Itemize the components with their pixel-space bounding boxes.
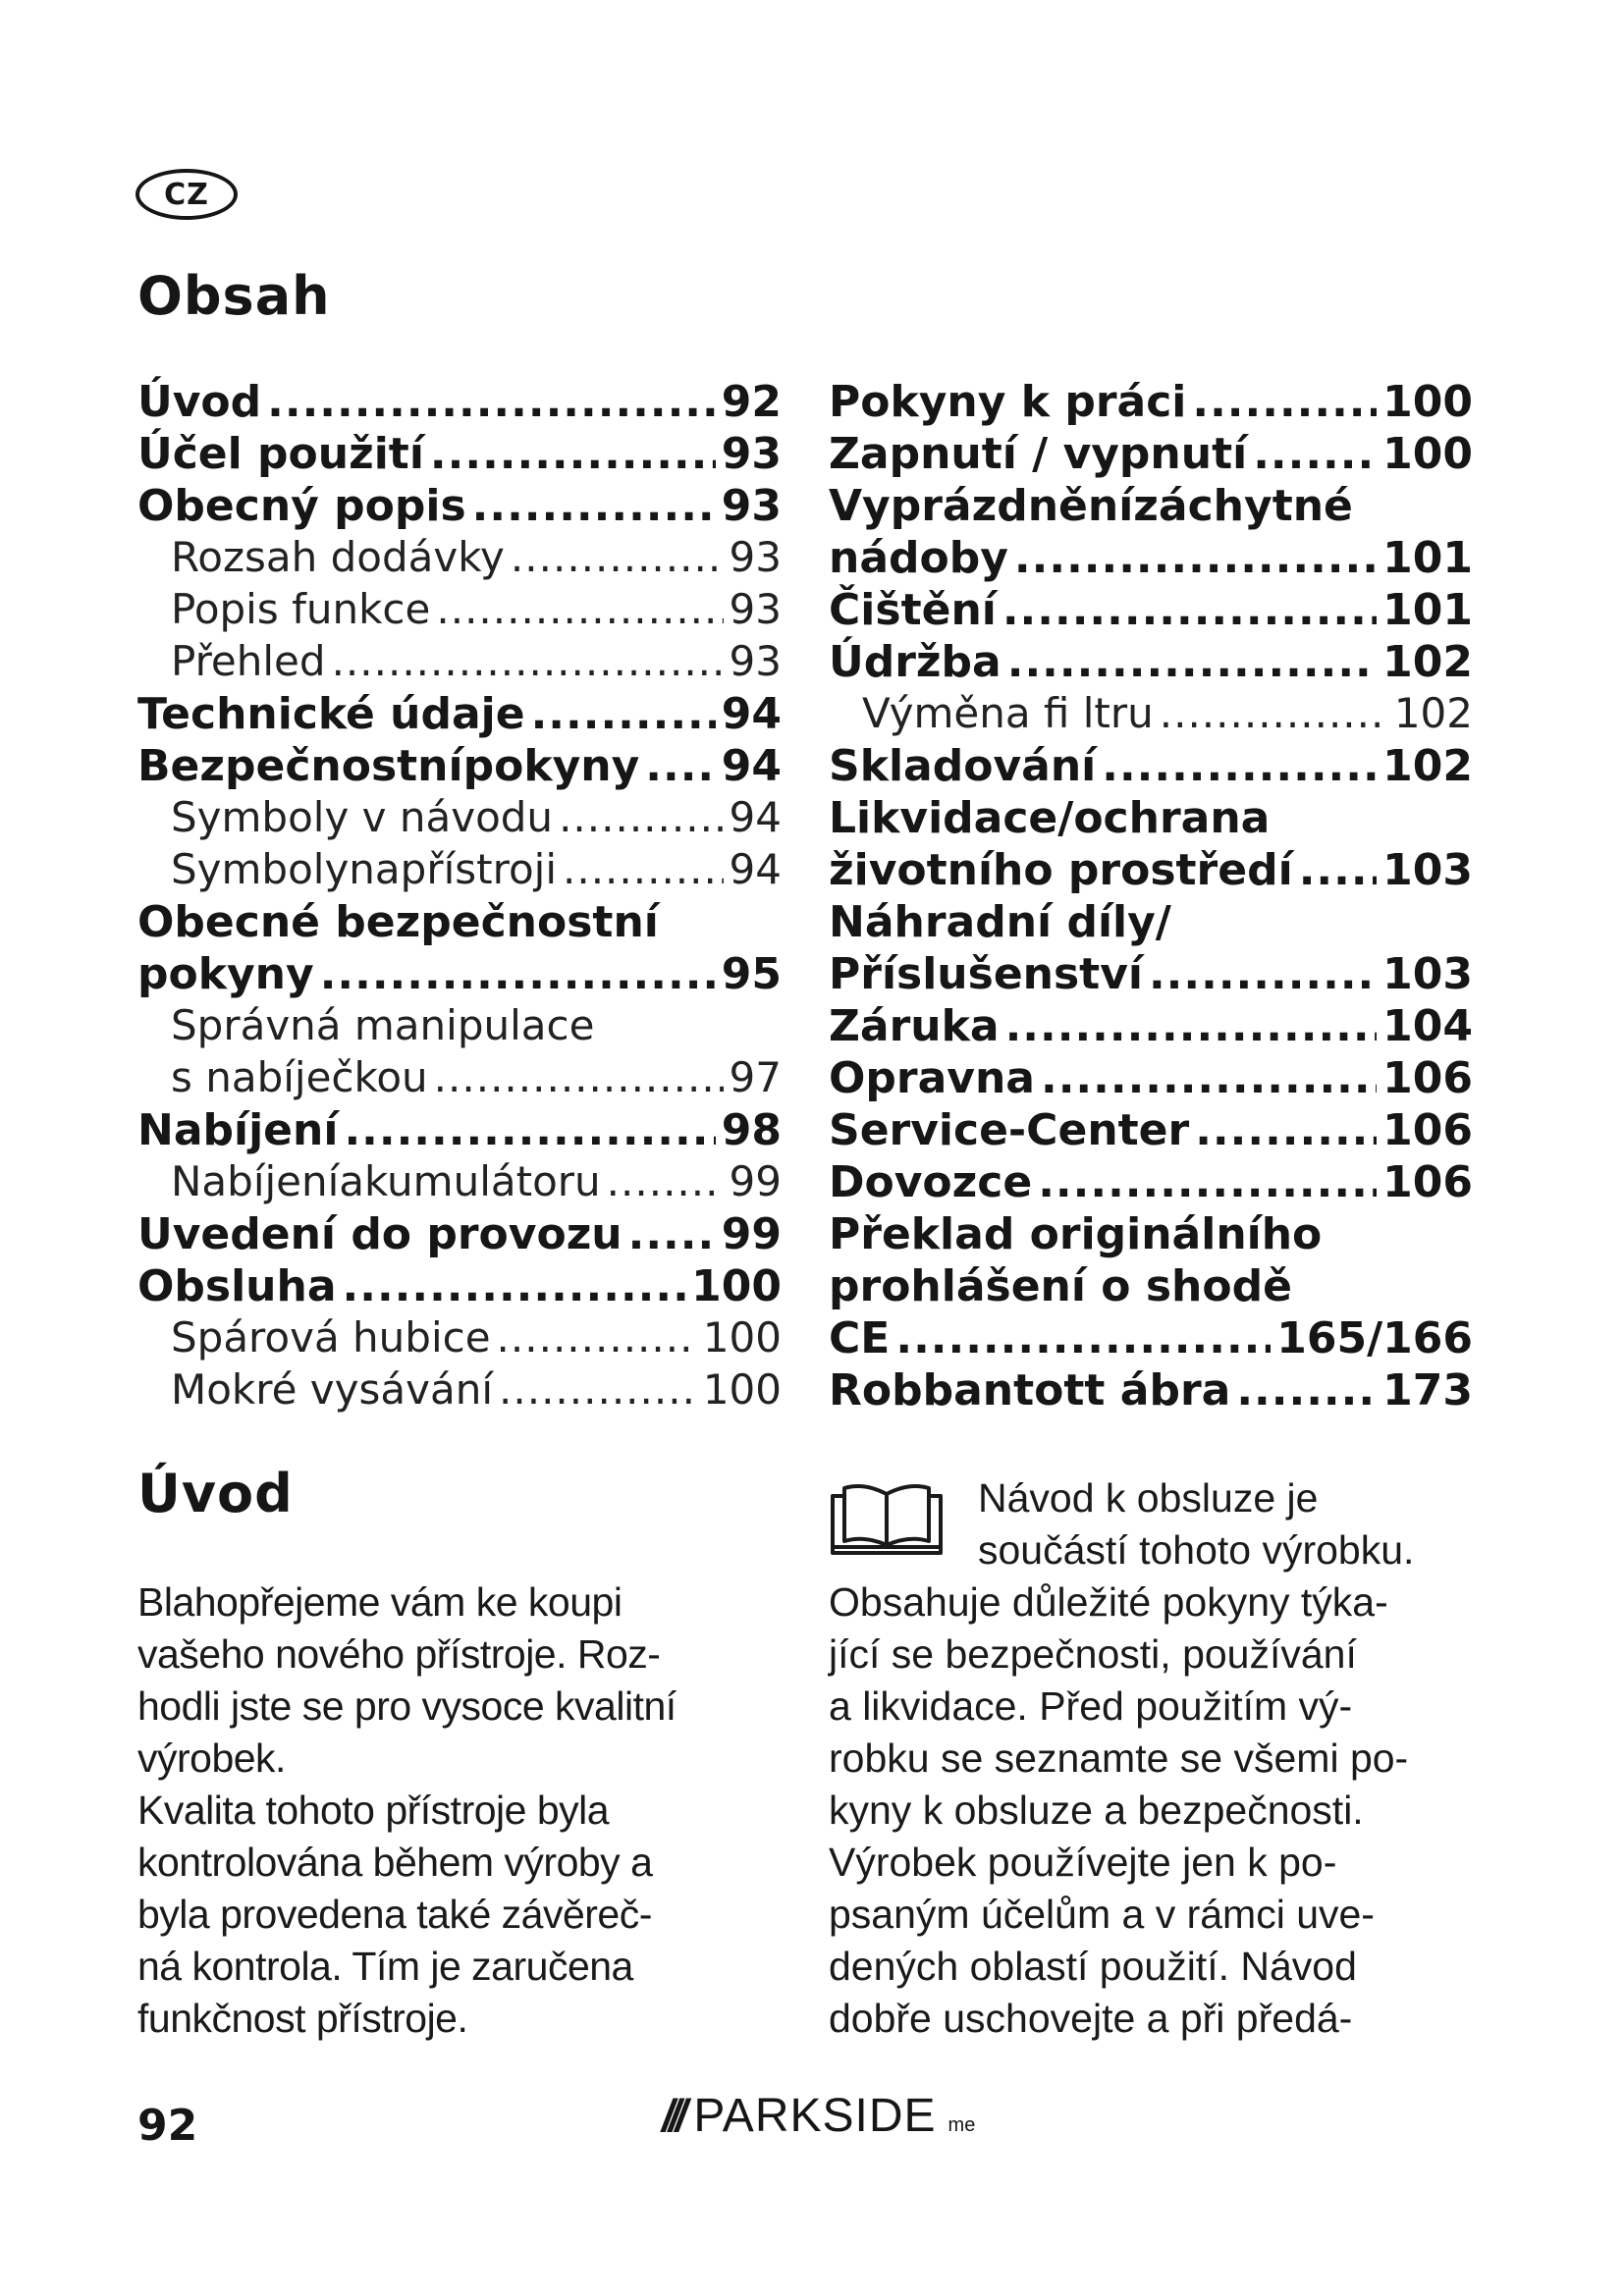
toc-leader-dots — [1014, 533, 1377, 583]
toc-entry-page: 99 — [721, 1209, 782, 1259]
toc-entry-page: 101 — [1382, 585, 1473, 635]
toc-entry — [829, 689, 1473, 741]
toc-leader-dots — [531, 689, 716, 739]
toc-entry-page: 103 — [1382, 845, 1473, 895]
toc-entry — [137, 689, 782, 741]
toc-title: Obsah — [137, 265, 331, 327]
toc-entry-page: 94 — [721, 741, 782, 791]
toc-leader-dots — [332, 637, 724, 685]
toc-leader-dots — [1192, 377, 1377, 427]
brand-slashes: /// — [662, 2090, 682, 2141]
toc-entry-label: CE — [829, 1313, 891, 1363]
toc-entry — [829, 1209, 1473, 1261]
toc-entry-label: pokyny — [137, 949, 314, 999]
toc-entry — [137, 1365, 782, 1417]
toc-entry-page: 173 — [1382, 1365, 1473, 1415]
toc-leader-dots — [434, 1053, 724, 1101]
toc-entry-label: nádoby — [829, 533, 1008, 583]
toc-entry-label: Překlad originálního — [829, 1209, 1323, 1259]
toc-entry-label: Vyprázdněnízáchytné — [829, 481, 1353, 531]
toc-entry-label: Likvidace/ochrana — [829, 793, 1271, 843]
toc-entry-label: Skladování — [829, 741, 1097, 791]
book-icon — [829, 1480, 945, 1561]
toc-entry-label: Čištění — [829, 585, 997, 635]
toc-entry — [829, 1313, 1473, 1365]
toc-entry-label: Bezpečnostnípokyny — [137, 741, 640, 791]
toc-entry — [137, 585, 782, 637]
toc-entry — [137, 533, 782, 585]
language-code: CZ — [164, 177, 209, 212]
toc-entry-page: 95 — [721, 949, 782, 999]
toc-entry-label: Nabíjení — [137, 1105, 339, 1155]
toc-entry — [137, 1001, 782, 1053]
toc-entry — [829, 949, 1473, 1001]
toc-entry — [829, 897, 1473, 949]
page-number: 92 — [137, 2101, 198, 2151]
toc-leader-dots — [344, 1105, 715, 1155]
toc-leader-dots — [1149, 949, 1377, 999]
toc-entry-page: 93 — [729, 533, 782, 581]
toc-entry — [829, 1001, 1473, 1053]
toc-entry — [137, 793, 782, 845]
toc-entry — [829, 1365, 1473, 1417]
toc-entry-page: 97 — [729, 1053, 782, 1101]
manual-note: Návod k obsluze je součástí tohoto výrobku. — [978, 1475, 1415, 1573]
toc-entry-label: Příslušenství — [829, 949, 1143, 999]
toc-entry — [137, 1105, 782, 1157]
toc-entry — [829, 377, 1473, 429]
toc-entry-label: Náhradní díly/ — [829, 897, 1171, 947]
toc-leader-dots — [1160, 689, 1388, 737]
toc-entry-label: Opravna — [829, 1053, 1035, 1103]
toc-entry — [137, 845, 782, 897]
toc-entry-page: 93 — [729, 637, 782, 685]
toc-entry — [829, 637, 1473, 689]
toc-entry-page: 100 — [702, 1313, 782, 1362]
toc-entry — [829, 1105, 1473, 1157]
toc-entry — [829, 741, 1473, 793]
toc-entry-page: 106 — [1382, 1105, 1473, 1155]
toc-entry — [829, 429, 1473, 481]
brand-name: PARKSIDE — [693, 2090, 937, 2142]
toc-entry-label: Dovozce — [829, 1157, 1033, 1207]
intro-paragraph-left: Blahopřejeme vám ke koupi vašeho nového přístroje. Roz- hodli jste se pro vysoce kvalitní výrobek. Kvalita tohoto přístroje byla kontrolována během výroby a byla provedena také závěreč- ná kontrola. Tím je zaručena funkčnost přístroje. — [137, 1579, 677, 2041]
toc-leader-dots — [472, 481, 716, 531]
toc-entry-label: Výměna fi ltru — [862, 689, 1154, 737]
toc-entry — [137, 637, 782, 689]
language-badge — [135, 169, 238, 220]
brand-suffix: me — [947, 2114, 976, 2136]
toc-entry — [137, 1313, 782, 1365]
toc-entry-label: Obecné bezpečnostní — [137, 897, 659, 947]
toc-entry — [137, 377, 782, 429]
toc-entry-label: Pokyny k práci — [829, 377, 1187, 427]
toc-leader-dots — [1236, 1365, 1377, 1415]
toc-entry — [829, 585, 1473, 637]
toc-leader-dots — [436, 585, 723, 633]
toc-leader-dots — [628, 1209, 716, 1259]
toc-entry-page: 94 — [721, 689, 782, 739]
toc-entry-page: 93 — [729, 585, 782, 633]
toc-entry-page: 100 — [691, 1261, 782, 1311]
toc-entry-page: 93 — [721, 481, 782, 531]
toc-entry-label: Obsluha — [137, 1261, 337, 1311]
toc-leader-dots — [343, 1261, 686, 1311]
toc-entry-label: Nabíjeníakumulátoru — [171, 1157, 601, 1205]
toc-entry-label: Robbantott ábra — [829, 1365, 1231, 1415]
toc-leader-dots — [645, 741, 716, 791]
toc-entry-page: 100 — [1382, 377, 1473, 427]
toc-entry — [137, 1157, 782, 1209]
toc-entry-page: 98 — [721, 1105, 782, 1155]
toc-entry-page: 94 — [729, 845, 782, 893]
toc-entry-label: Uvedení do provozu — [137, 1209, 623, 1259]
toc-entry — [137, 429, 782, 481]
toc-entry — [137, 1261, 782, 1313]
toc-entry-page: 99 — [729, 1157, 782, 1205]
toc-entry — [829, 1261, 1473, 1313]
toc-entry-page: 93 — [721, 429, 782, 479]
toc-entry-label: Obecný popis — [137, 481, 466, 531]
toc-leader-dots — [563, 845, 724, 893]
toc-leader-dots — [895, 1313, 1271, 1363]
toc-entry-page: 100 — [702, 1365, 782, 1414]
toc-entry — [137, 1209, 782, 1261]
toc-entry-label: Symboly v návodu — [171, 793, 554, 841]
toc-leader-dots — [511, 533, 724, 581]
toc-leader-dots — [1102, 741, 1377, 791]
toc-entry-page: 102 — [1382, 637, 1473, 687]
toc-entry-label: Service-Center — [829, 1105, 1190, 1155]
toc-leader-dots — [267, 377, 716, 427]
toc-entry-page: 104 — [1382, 1001, 1473, 1051]
intro-title: Úvod — [137, 1463, 294, 1524]
toc-entry-label: Přehled — [171, 637, 326, 685]
toc-entry — [829, 845, 1473, 897]
toc-entry-label: s nabíječkou — [171, 1053, 428, 1101]
toc-entry-label: prohlášení o shodě — [829, 1261, 1292, 1311]
toc-leader-dots — [1038, 1157, 1377, 1207]
toc-entry-page: 103 — [1382, 949, 1473, 999]
toc-leader-dots — [559, 793, 723, 841]
toc-leader-dots — [1041, 1053, 1377, 1103]
toc-entry — [829, 793, 1473, 845]
toc-entry — [137, 897, 782, 949]
toc-leader-dots — [607, 1157, 724, 1205]
toc-entry-label: životního prostředí — [829, 845, 1293, 895]
toc-leader-dots — [1299, 845, 1377, 895]
toc-leader-dots — [1002, 585, 1377, 635]
toc-entry-page: 102 — [1393, 689, 1473, 737]
toc-entry — [829, 481, 1473, 533]
toc-entry-page: 100 — [1382, 429, 1473, 479]
toc-entry-label: Údržba — [829, 637, 1001, 687]
toc-leader-dots — [497, 1313, 697, 1362]
toc-leader-dots — [430, 429, 716, 479]
toc-entry — [137, 741, 782, 793]
toc-entry-page: 106 — [1382, 1157, 1473, 1207]
toc-leader-dots — [1007, 637, 1377, 687]
toc-entry-label: Správná manipulace — [171, 1001, 595, 1049]
toc-entry-page: 165/166 — [1276, 1313, 1473, 1363]
toc-entry-label: Symbolynapřístroji — [171, 845, 557, 893]
toc-column-left — [137, 377, 782, 1417]
toc-entry — [137, 481, 782, 533]
toc-entry — [137, 949, 782, 1001]
toc-entry-label: Účel použití — [137, 429, 424, 479]
toc-entry-page: 106 — [1382, 1053, 1473, 1103]
brand-logo — [662, 2089, 975, 2143]
toc-leader-dots — [499, 1365, 697, 1414]
toc-entry — [829, 1157, 1473, 1209]
toc-entry-label: Rozsah dodávky — [171, 533, 505, 581]
intro-paragraph-right: Obsahuje důležité pokyny týka- jící se bezpečnosti, používání a likvidace. Před použitím vý- robku se seznamte se všemi po- kyny k obsluze a bezpečnosti. Výrobek používejte jen k po- psaným účelům a v rámci uve- dených oblastí použití. Návod dobře uschovejte a při předá- — [829, 1579, 1409, 2041]
toc-entry-page: 94 — [729, 793, 782, 841]
toc-column-right — [829, 377, 1473, 1417]
toc-leader-dots — [1005, 1001, 1378, 1051]
toc-entry — [829, 533, 1473, 585]
toc-entry-label: Zapnutí / vypnutí — [829, 429, 1248, 479]
toc-leader-dots — [1253, 429, 1377, 479]
toc-entry-page: 92 — [721, 377, 782, 427]
toc-leader-dots — [1195, 1105, 1377, 1155]
toc-entry-label: Úvod — [137, 377, 262, 427]
toc-entry-page: 102 — [1382, 741, 1473, 791]
toc-entry-label: Záruka — [829, 1001, 1000, 1051]
toc-entry — [829, 1053, 1473, 1105]
toc-entry-label: Popis funkce — [171, 585, 431, 633]
toc-leader-dots — [320, 949, 716, 999]
toc-entry-page: 101 — [1382, 533, 1473, 583]
toc-entry-label: Spárová hubice — [171, 1313, 491, 1362]
toc-entry-label: Technické údaje — [137, 689, 525, 739]
toc-entry — [137, 1053, 782, 1105]
toc-entry-label: Mokré vysávání — [171, 1365, 494, 1414]
